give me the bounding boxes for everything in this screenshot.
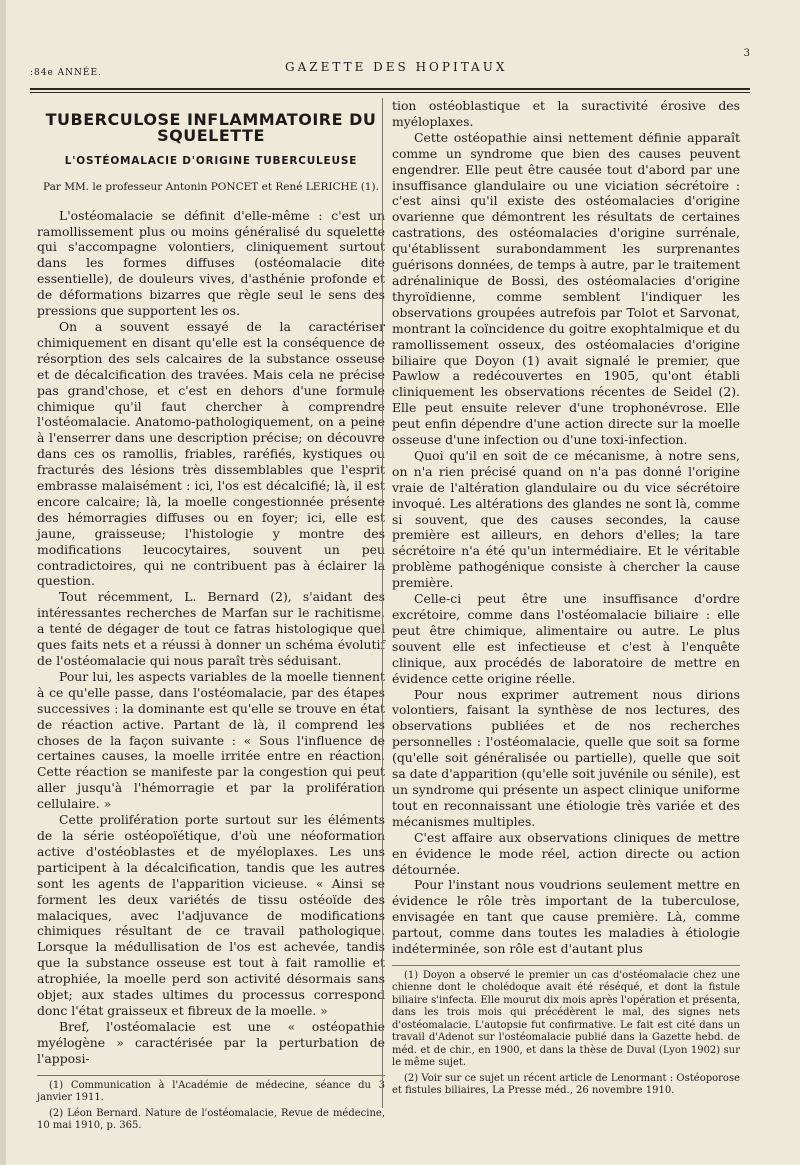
journal-title: GAZETTE DES HOPITAUX xyxy=(285,60,508,74)
paragraph: Pour nous exprimer autrement nous dirions volontiers, faisant la synthèse de nos lectures, des observations publiées et de nos recherches personnelles : l'ostéomalacie, quelle que soit sa forme (qu'elle soit généralisée ou partielle), quelle que soit sa date d'apparition (qu'elle soit juvénile ou sénile), est un syndrome qui présente un aspect clinique uniforme tout en reconnaissant une étiologie très variée et des mécanismes multiples. xyxy=(392,686,740,829)
paragraph: Cette ostéopathie ainsi nettement définie apparaît comme un syndrome que bien des causes peuvent engendrer. Elle peut être causée tout d'abord par une insuffisance glandulaire ou une viciation sécrétoire : c'est ainsi qu'il existe des ostéomalacies d'origine ovarienne que démontrent les résultats de certaines castrations, des ostéomalacies d'origine surrénale, qu'établissent surabondamment les surprenantes guérisons données, de temps à autre, par le traitement adrénalinique de Bossi, des ostéomalacies d'origine thyroïdienne, comme semblent l'indiquer les observations groupées autrefois par Tolot et Sarvonat, montrant la coïncidence du goitre exophtalmique et du ramollissement osseux, des ostéomalacies d'origine biliaire que Doyon (1) avait signalé le premier, que Pawlow a redécouvertes en 1905, qu'ont établi cliniquement les observations récentes de Seidel (2). Elle peut ensuite relever d'une trophonévrose. Elle peut enfin dépendre d'une action directe sur la moelle osseuse d'une infection ou d'une toxi-infection. xyxy=(392,129,740,448)
header-rule-thin xyxy=(30,92,750,93)
article-title: TUBERCULOSE INFLAMMATOIRE DU SQUELETTE xyxy=(45,110,377,145)
footnote: (2) Léon Bernard. Nature de l'ostéomalacie, Revue de médecine, 10 mai 1910, p. 365. xyxy=(37,1107,385,1132)
paragraph: Quoi qu'il en soit de ce mécanisme, à notre sens, on n'a rien précisé quand on n'a pas donné l'origine vraie de l'altération glandulaire ou du vice sécrétoire invoqué. Les altérations des glandes ne sont là, comme si souvent, que des causes secondes, la cause première est ailleurs, en dehors d'elles; la tare sécrétoire n'a été qu'un intermédiaire. Et le véritable problème pathogénique consiste à chercher la cause première. xyxy=(392,447,740,591)
page-number: 3 xyxy=(743,48,750,59)
paragraph: L'ostéomalacie se définit d'elle-même : c'est un ramollissement plus ou moins généralisé du squelette qui s'accompagne volontiers, cliniquement surtout dans les formes diffuses (ostéomalacie dite essentielle), de douleurs vives, d'asthénie profonde et de déformations bizarres que règle seul le sens des pressions que supportent les os. xyxy=(37,207,385,319)
paragraph-continuation: tion ostéoblastique et la suractivité érosive des myéloplaxes. xyxy=(392,98,740,129)
footnote: (2) Voir sur ce sujet un récent article de Lenormant : Ostéoporose et fistules biliaires, La Presse méd., 26 novembre 1910. xyxy=(392,1072,740,1097)
page-edge xyxy=(0,0,6,1165)
page-header xyxy=(30,48,750,88)
paragraph: Celle-ci peut être une insuffisance d'ordre excrétoire, comme dans l'ostéomalacie biliaire : elle peut être chimique, alimentaire ou autre. Le plus souvent elle est infectieuse et c'est à l'enquête clinique, aux procédés de laboratoire de mettre en évidence cette origine réelle. xyxy=(392,591,740,686)
right-footnotes xyxy=(392,965,740,1098)
footnote: (1) Communication à l'Académie de médecine, séance du 3 janvier 1911. xyxy=(37,1079,385,1104)
paragraph: C'est affaire aux observations cliniques de mettre en évidence le mode réel, action directe ou action détournée. xyxy=(392,829,740,877)
left-footnotes xyxy=(37,1075,385,1133)
article-subtitle: L'OSTÉOMALACIE D'ORIGINE TUBERCULEUSE xyxy=(64,154,358,167)
right-column xyxy=(392,98,740,1101)
paragraph: Pour l'instant nous voudrions seulement mettre en évidence le rôle très important de la tuberculose, envisagée en tant que cause première. Là, comme partout, comme dans toutes les maladies à étiologie indéterminée, son rôle est d'autant plus xyxy=(392,877,740,957)
paragraph: Cette prolifération porte surtout sur les éléments de la série ostéopoïétique, d'où une néoformation active d'ostéoblastes et de myéloplaxes. Les uns participent à la décalcification, tandis que les autres sont les agents de l'apparition vicieuse. « Ainsi se forment les deux variétés de tissu ostéoïde des malaciques, avec l'adjuvance de modifications chimiques résultant de ce travail pathologique. Lorsque la médullisation de l'os est achevée, tandis que la substance osseuse est tout à fait ramollie et atrophiée, la moelle perd son activité désormais sans objet; aux stades ultimes du processus correspond donc l'état graisseux et fibreux de la moelle. » xyxy=(37,812,385,1018)
left-column xyxy=(37,98,385,1136)
paragraph: Pour lui, les aspects variables de la moelle tiennent à ce qu'elle passe, dans l'ostéomalacie, par des étapes successives : la dominante est qu'elle se trouve en état de réaction active. Partant de là, il comprend les choses de la façon suivante : « Sous l'influence de certaines causes, la moelle irritée entre en réaction. Cette réaction se manifeste par la congestion qui peut aller jusqu'à l'hémorragie et par la prolifération cellulaire. » xyxy=(37,668,385,812)
paragraph: On a souvent essayé de la caractériser chimiquement en disant qu'elle est la conséquence de résorption des sels calcaires de la substance osseuse et de décalcification des travées. Mais cela ne précise pas grand'chose, et c'est en dehors d'une formule chimique qu'il faut chercher à comprendre l'ostéomalacie. Anatomo-pathologiquement, on a peine à l'enserrer dans une description précise; on découvre dans ces os ramollis, friables, raréfiés, kystiques ou fracturés des lésions très dissemblables que l'esprit embrasse malaisément : ici, l'os est décalcifié; là, il est encore calcaire; là, la moelle congestionnée présente des hémorragies diffuses ou en foyer; ici, elle est jaune, graisseuse; l'histologie y montre des modifications leucocytaires, souvent un peu contradictoires, qui ne contribuent pas à éclairer la question. xyxy=(37,318,385,589)
header-rule-thick xyxy=(30,88,750,90)
year-label: :84e ANNÉE. xyxy=(30,68,102,78)
paragraph: Bref, l'ostéomalacie est une « ostéopathie myélogène » caractérisée par la perturbation de l'apposi- xyxy=(37,1018,385,1066)
article-byline: Par MM. le professeur Antonin PONCET et René LERICHE (1). xyxy=(43,180,379,193)
column-divider xyxy=(382,98,383,1108)
paragraph: Tout récemment, L. Bernard (2), s'aidant des intéressantes recherches de Marfan sur le rachitisme, a tenté de dégager de tout ce fatras histologique quel ques faits nets et a réussi à donner un schéma évolutif de l'ostéomalacie qui nous paraît très séduisant. xyxy=(37,589,385,668)
footnote: (1) Doyon a observé le premier un cas d'ostéomalacie chez une chienne dont le cholédoque avait été réséqué, et dont la fistule biliaire s'infecta. Elle mourut dix mois après l'opération et présenta, dans les trois mois qui précédèrent le mal, des signes nets d'ostéomalacie. L'autopsie fut confirmative. Le fait est cité dans un travail d'Adenot sur l'ostéomalacie publié dans la Gazette hebd. de méd. et de chir., en 1900, et dans la thèse de Duval (Lyon 1902) sur le même sujet. xyxy=(392,969,740,1069)
